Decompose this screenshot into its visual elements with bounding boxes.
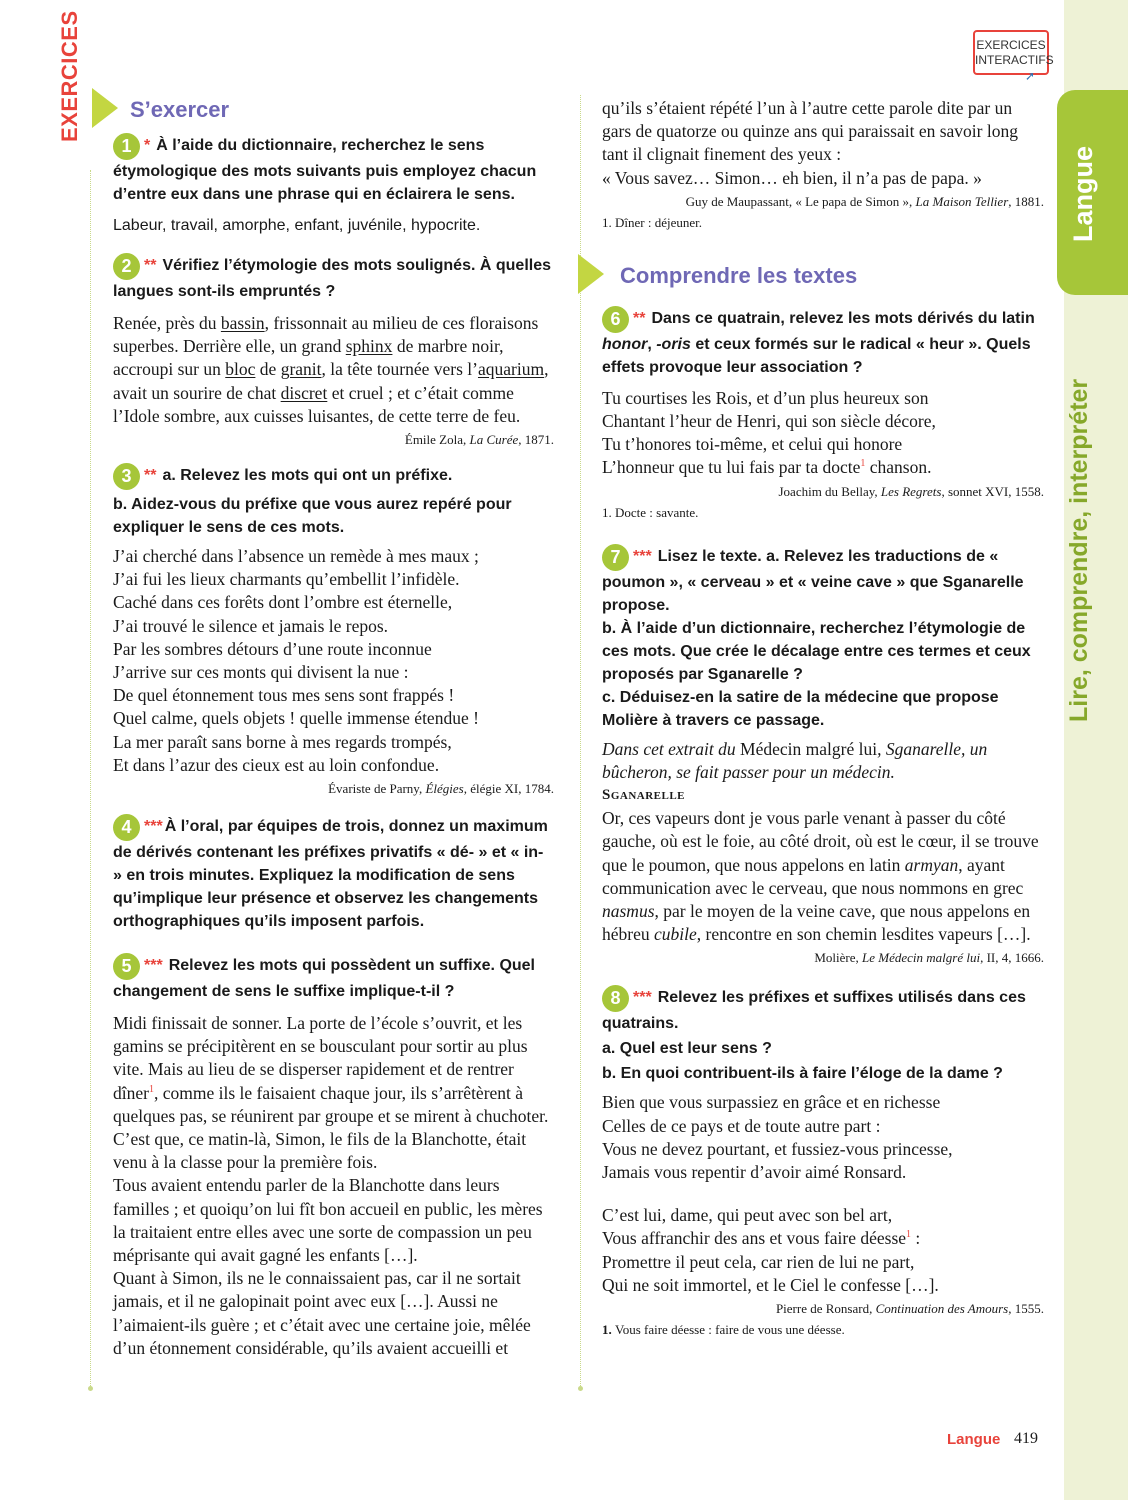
triangle-marker-icon: [92, 88, 118, 128]
footnote-text: Dîner : déjeuner.: [615, 214, 702, 230]
text-fragment: Or, ces vapeurs dont je vous parle venant à passer du côté gauche, où est le foie, au côté droit, où est le cœur, il se trouve que le poumon, que nous appelons en latin: [602, 808, 1039, 875]
footnote-number: 1.: [602, 504, 615, 520]
word-list: Labeur, travail, amorphe, enfant, juvénile, hypocrite.: [113, 217, 481, 234]
exercise-question: Vérifiez l’étymologie des mots soulignés. À quelles langues sont-ils empruntés ?: [113, 257, 551, 300]
source-title: Le Médecin malgré lui: [862, 950, 981, 966]
source-title: La Curée: [469, 432, 519, 448]
question-fragment: ,: [647, 335, 657, 353]
source-date: , 1871.: [518, 432, 554, 448]
exercise-question-a: a. Quel est leur sens ?: [602, 1040, 772, 1058]
exercise-5-continuation: [602, 97, 1044, 232]
source-details: , élégie XI, 1784.: [463, 781, 554, 797]
poem-line: Chantant l’heur de Henri, qui son siècle décore,: [602, 411, 936, 432]
underlined-word: sphinx: [345, 336, 393, 357]
text-fragment: de: [255, 359, 281, 380]
source-date: , 1555.: [1008, 1301, 1044, 1317]
exercise-number: 6: [602, 306, 629, 333]
scene-intro: [602, 738, 1044, 784]
underlined-word: aquarium: [477, 359, 545, 380]
source-author: Pierre de Ronsard,: [775, 1301, 876, 1317]
side-tab-label: Langue: [1068, 145, 1098, 242]
exercise-number: 8: [602, 985, 629, 1012]
footnote-marker: 1: [906, 1229, 912, 1241]
triangle-marker-icon: [578, 254, 604, 294]
source-citation: [113, 431, 554, 449]
source-author: Joachim du Bellay,: [778, 483, 881, 499]
section-title: Comprendre les textes: [620, 262, 858, 288]
source-details: , II, 4, 1666.: [980, 950, 1044, 966]
section-title: S’exercer: [130, 97, 230, 122]
source-title: Les Regrets: [880, 483, 942, 499]
exercise-number: 1: [113, 133, 140, 160]
foreign-word: cubile: [654, 924, 697, 945]
exercise-question: À l’aide du dictionnaire, recherchez le sens étymologique des mots suivants puis employez chacun d’entre eux dans une phrase qui en éclairera le sens.: [113, 137, 537, 203]
text-fragment: :: [911, 1228, 921, 1249]
text-fragment: , par le moyen de la veine cave, que nous appelons en hébreu: [602, 901, 1031, 945]
source-author: Évariste de Parny,: [328, 781, 426, 797]
poem-line: J’ai cherché dans l’absence un remède à mes maux ;: [113, 546, 479, 567]
text-fragment: , avait un sourire de chat: [113, 359, 549, 403]
exercise-question-a: Lisez le texte. a. Relevez les traductions de « poumon », « cerveau » et « veine cave » que Sganarelle propose.: [602, 547, 1024, 614]
poem-line: Celles de ce pays et de toute autre part :: [602, 1115, 881, 1136]
speaker-name: Sganarelle: [602, 787, 686, 804]
underlined-word: bloc: [225, 359, 256, 380]
poem-line: J’arrive sur ces monts qui divisent la nue :: [113, 662, 409, 683]
exercise-question: À l’oral, par équipes de trois, donnez un maximum de dérivés contenant les préfixes privatifs « dé- » et « in- » en trois minutes. Expliquez la modification de sens qu’implique leur présence et observez les changements orthographiques qu’ils imposent parfois.: [113, 818, 548, 931]
paragraph: « Vous savez… Simon… eh bien, il n’a pas de papa. »: [602, 167, 982, 188]
difficulty-stars: **: [144, 257, 157, 274]
source-author: Guy de Maupassant, « Le papa de Simon »,: [685, 193, 916, 209]
exercise-3: [113, 463, 554, 798]
footnote: [602, 504, 1044, 522]
exercise-4: [113, 814, 554, 933]
text-fragment: L’honneur que tu lui fais par ta docte: [602, 457, 861, 478]
poem-line: Tu t’honores toi-même, et celui qui honore: [602, 434, 903, 455]
play-title: Médecin malgré lui: [740, 738, 878, 759]
exercise-number: 4: [113, 814, 140, 841]
footnote-marker: 1: [148, 1083, 154, 1095]
poem-line: La mer paraît sans borne à mes regards trompés,: [113, 731, 452, 752]
text-fragment: chanson.: [865, 457, 932, 478]
poem-line: J’ai fui les lieux charmants qu’embellit l’infidèle.: [113, 569, 460, 590]
text-fragment: , frissonnait au milieu de ces floraisons superbes. Derrière elle, un grand: [113, 313, 539, 357]
paragraph: [113, 1012, 554, 1128]
exercise-number: 3: [113, 463, 140, 490]
source-title: Continuation des Amours: [875, 1301, 1009, 1317]
text-fragment: Midi finissait de sonner. La porte de l’école s’ouvrit, et les gamins se précipitèrent en se bousculant pour sortir au plus vite. Mais au lieu de se disperser rapidement et de rentrer dîner: [113, 1013, 528, 1103]
source-citation: [602, 193, 1044, 211]
poem-line: De quel étonnement tous mes sens sont frappés !: [113, 685, 455, 706]
exercise-question: Relevez les préfixes et suffixes utilisés dans ces quatrains.: [602, 989, 1026, 1033]
question-fragment: et ceux formés sur le radical « heur ». Quels effets provoque leur association ?: [602, 335, 1031, 376]
poem-line: Vous ne devez pourtant, et fussiez-vous princesse,: [602, 1138, 953, 1159]
paragraph: qu’ils s’étaient répété l’un à l’autre cette parole dite par un gars de quatorze ou quinze ans qui paraissait en savoir long tant il clignait finement des yeux :: [602, 98, 1018, 165]
source-citation: [602, 1300, 1044, 1318]
underlined-word: bassin: [220, 313, 265, 333]
exercise-question: Relevez les mots qui possèdent un suffixe. Quel changement de sens le suffixe implique-t-il ?: [113, 957, 535, 1001]
paragraph: C’est que, ce matin-là, Simon, le fils de la Blanchotte, était venu à la classe pour la première fois.: [113, 1129, 527, 1173]
section-heading-comprendre: [578, 254, 1044, 294]
poem-line: Et dans l’azur des cieux est au loin confondue.: [113, 754, 440, 775]
underlined-word: discret: [280, 382, 328, 403]
source-details: , sonnet XVI, 1558.: [941, 483, 1044, 499]
interactive-line2: INTERACTIFS: [975, 53, 1054, 67]
poem-line: C’est lui, dame, qui peut avec son bel art,: [602, 1205, 893, 1226]
poem-line: Bien que vous surpassiez en grâce et en richesse: [602, 1092, 941, 1113]
footnote-marker: 1: [860, 458, 866, 470]
poem-line: Par les sombres détours d’une route inconnue: [113, 638, 432, 659]
source-author: Émile Zola,: [404, 432, 470, 448]
footnote-number: 1.: [602, 214, 615, 230]
source-author: Molière,: [814, 950, 863, 966]
text-fragment: de marbre noir, accroupi sur un: [113, 336, 504, 380]
exercise-number: 2: [113, 253, 140, 280]
right-column: [602, 97, 1044, 1339]
source-citation: [602, 483, 1044, 501]
foreign-word: armyan: [904, 854, 959, 875]
exercise-8: [602, 985, 1044, 1339]
dialogue: [602, 807, 1044, 946]
text-fragment: Vous affranchir des ans et vous faire déesse: [602, 1228, 907, 1249]
difficulty-stars: ***: [144, 957, 163, 975]
exercise-7: [602, 544, 1044, 968]
poem-line: [602, 456, 1044, 479]
text-fragment: , rencontre en son chemin lesdites vapeurs […].: [696, 924, 1031, 945]
column-guide-left: [90, 170, 91, 1390]
poem-line: Tu courtises les Rois, et d’un plus heureux son: [602, 387, 929, 408]
footnote: [602, 214, 1044, 232]
exercise-question-a: a. Relevez les mots qui ont un préfixe.: [162, 467, 453, 485]
difficulty-stars: ***: [144, 818, 163, 836]
footer-section-label: Langue: [947, 1431, 1001, 1448]
exercise-question-b: b. Aidez-vous du préfixe que vous aurez repéré pour expliquer le sens de ces mots.: [113, 496, 512, 537]
text-fragment: et cruel ; et c’était comme l’Idole sombre, aux cuisses luisantes, de cette terre de feu.: [113, 382, 521, 426]
text-excerpt: [113, 312, 554, 428]
difficulty-stars: **: [144, 467, 157, 485]
poem-stanza-2: [602, 1204, 1044, 1297]
footnote: [602, 1321, 1044, 1339]
exercise-5: [113, 953, 554, 1360]
source-title: La Maison Tellier: [915, 193, 1009, 209]
page-number: 419: [1014, 1430, 1038, 1447]
difficulty-stars: **: [633, 309, 646, 327]
text-fragment: , la tête tournée vers l’: [321, 359, 478, 380]
source-citation: [602, 949, 1044, 967]
footnote-number: 1.: [602, 1322, 615, 1338]
interactive-line1: EXERCICES: [976, 38, 1046, 52]
section-heading-sexercer: [92, 88, 229, 128]
paragraph: Tous avaient entendu parler de la Blanchotte dans leurs familles ; et quoiqu’on lui fît bon accueil en public, les mères la traitaient entre elles avec une sorte de compassion un peu méprisante qui avait gagné les enfants […].: [113, 1175, 543, 1266]
cursor-arrow-icon: ➚: [1024, 69, 1036, 83]
exercise-number: 5: [113, 953, 140, 980]
exercise-question-c: c. Déduisez-en la satire de la médecine que propose Molière à travers ce passage.: [602, 688, 999, 729]
text-fragment: , ayant communication avec le cerveau, que nous nommons en grec: [602, 854, 1024, 898]
underlined-word: granit: [280, 359, 322, 380]
exercise-question-b: b. À l’aide d’un dictionnaire, recherchez l’étymologie de ces mots. Que crée le décalage entre ces termes et ceux proposés par Sganarelle ?: [602, 619, 1031, 683]
left-column: [113, 133, 554, 1360]
poem-line: Caché dans ces forêts dont l’ombre est éternelle,: [113, 592, 453, 613]
poem-line: Qui ne soit immortel, et le Ciel le confesse […].: [602, 1274, 939, 1295]
footnote-text: Vous faire déesse : faire de vous une déesse.: [615, 1322, 845, 1338]
source-title: Élégies: [425, 781, 464, 797]
poem-line: Promettre il peut cela, car rien de lui ne part,: [602, 1251, 915, 1272]
poem-line: [602, 1227, 1044, 1250]
question-fragment: Dans ce quatrain, relevez les mots dérivés du latin: [651, 309, 1035, 327]
poem-line: Jamais vous repentir d’avoir aimé Ronsard.: [602, 1162, 907, 1183]
difficulty-stars: ***: [633, 547, 652, 565]
poem: [602, 387, 1044, 480]
poem-line: J’ai trouvé le silence et jamais le repos.: [113, 615, 389, 636]
text-fragment: , comme ils le faisaient chaque jour, ils s’arrêtèrent à quelques pas, se réunirent par groupe et se mirent à chuchoter.: [113, 1082, 549, 1126]
poem-line: Quel calme, quels objets ! quelle immense étendue !: [113, 708, 479, 729]
paragraph: Quant à Simon, ils ne le connaissaient pas, car il ne sortait jamais, et il ne galopinait point avec eux […]. Aussi ne l’aimaient-ils guère ; et c’était avec une certaine joie, mêlée d’un étonnement considérable, qu’ils avaient accueilli et: [113, 1268, 531, 1358]
exercise-number: 7: [602, 544, 629, 571]
prose-excerpt: [113, 1012, 554, 1360]
latin-word: honor: [602, 335, 648, 353]
footnote-text: Docte : savante.: [615, 504, 699, 520]
poem: [113, 545, 554, 777]
interactive-exercises-button[interactable]: [973, 30, 1054, 83]
exercices-vertical-title: EXERCICES: [57, 10, 82, 142]
side-section-label: Lire, comprendre, interpréter: [1065, 378, 1093, 722]
guide-dot: [88, 1386, 93, 1391]
exercise-question-b: b. En quoi contribuent-ils à faire l’éloge de la dame ?: [602, 1065, 1003, 1083]
difficulty-stars: ***: [633, 989, 652, 1007]
source-citation: [113, 780, 554, 798]
text-fragment: , Sganarelle, un bûcheron, se fait passer pour un médecin.: [602, 738, 988, 782]
exercise-2: [113, 253, 554, 449]
foreign-word: nasmus: [602, 901, 655, 922]
text-fragment: Renée, près du: [113, 313, 221, 333]
difficulty-stars: *: [144, 137, 151, 154]
latin-word: -oris: [656, 335, 691, 353]
source-date: , 1881.: [1008, 193, 1044, 209]
exercise-6: [602, 306, 1044, 522]
poem-stanza-1: [602, 1091, 1044, 1184]
exercise-1: [113, 133, 554, 237]
text-fragment: Dans cet extrait du: [602, 738, 741, 759]
guide-dot: [578, 1386, 583, 1391]
